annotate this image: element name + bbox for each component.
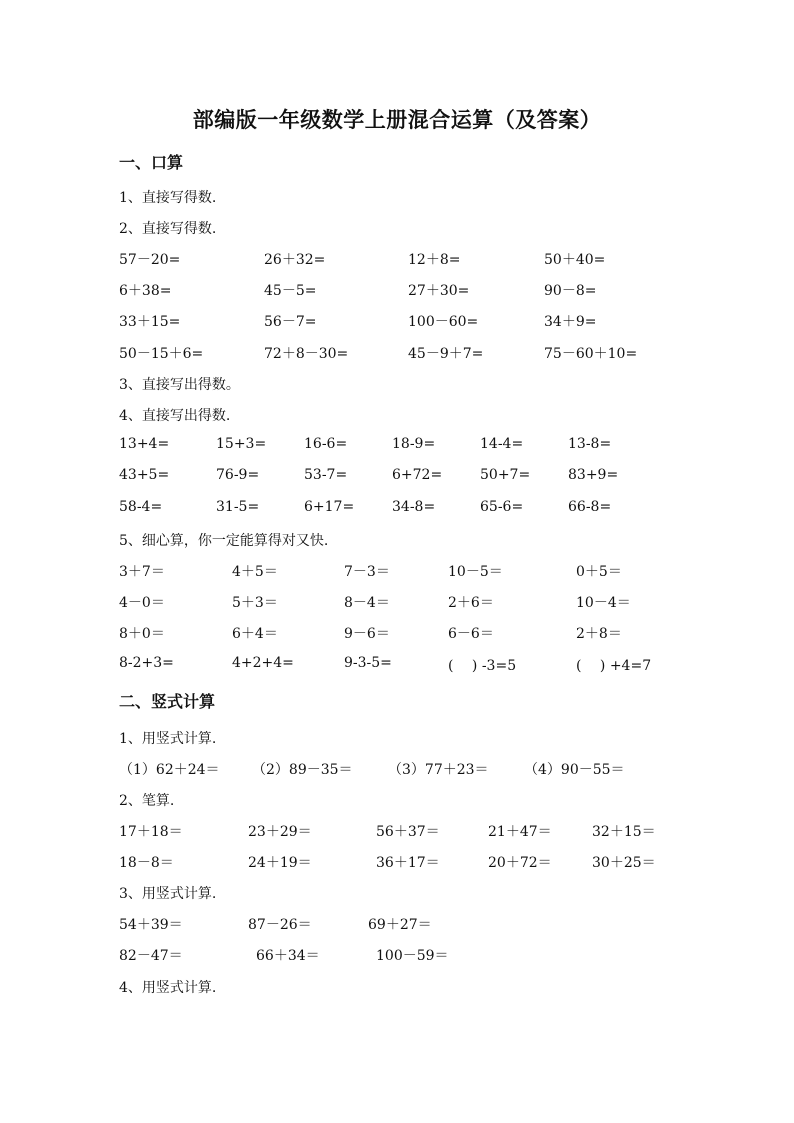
problem: 50－15＋6= bbox=[119, 346, 204, 362]
question-1-4: 4、直接写出得数. bbox=[119, 408, 231, 424]
problem: 4－0＝ bbox=[119, 595, 165, 611]
problem: 66-8= bbox=[568, 499, 612, 515]
problem: 10－5＝ bbox=[448, 564, 503, 580]
problem: 18－8＝ bbox=[119, 855, 174, 871]
problem: （2）89－35＝ bbox=[252, 762, 353, 778]
problem: 69＋27＝ bbox=[368, 917, 432, 933]
problem: 17＋18＝ bbox=[119, 824, 183, 840]
problem: 34＋9= bbox=[544, 314, 597, 330]
problem: 21＋47＝ bbox=[488, 824, 552, 840]
problem: 75－60＋10= bbox=[544, 346, 638, 362]
question-1-2: 2、直接写得数. bbox=[119, 221, 217, 237]
problem-row bbox=[0, 311, 794, 333]
problem: 23＋29＝ bbox=[248, 824, 312, 840]
problem: 33＋15= bbox=[119, 314, 181, 330]
problem: 24＋19＝ bbox=[248, 855, 312, 871]
problem-row bbox=[0, 945, 794, 967]
problem: （1）62＋24＝ bbox=[119, 762, 220, 778]
question-1-1: 1、直接写得数. bbox=[119, 190, 217, 206]
page-title: 部编版一年级数学上册混合运算（及答案） bbox=[192, 107, 602, 132]
problem: 6+72= bbox=[392, 467, 443, 483]
problem-row bbox=[0, 821, 794, 843]
section1-heading: 一、口算 bbox=[119, 153, 184, 172]
problem: 12＋8= bbox=[408, 252, 461, 268]
question-2-3: 3、用竖式计算. bbox=[119, 886, 217, 902]
problem: 2＋6＝ bbox=[448, 595, 494, 611]
problem-row bbox=[0, 280, 794, 302]
problem: 100－59＝ bbox=[376, 948, 449, 964]
problem: 16-6= bbox=[304, 436, 348, 452]
problem: 36＋17＝ bbox=[376, 855, 440, 871]
problem: 54＋39＝ bbox=[119, 917, 183, 933]
problem: ( ) -3=5 bbox=[448, 658, 517, 674]
problem-row bbox=[0, 852, 794, 874]
problem: ( ) +4=7 bbox=[576, 658, 652, 674]
problem: 2＋8＝ bbox=[576, 626, 622, 642]
question-2-4: 4、用竖式计算. bbox=[119, 980, 217, 996]
problem: （4）90－55＝ bbox=[524, 762, 625, 778]
problem: 20＋72＝ bbox=[488, 855, 552, 871]
problem-row bbox=[0, 655, 794, 677]
problem: 31-5= bbox=[216, 499, 260, 515]
problem-row bbox=[0, 467, 794, 489]
problem: （3）77＋23＝ bbox=[388, 762, 489, 778]
problem: 50＋40= bbox=[544, 252, 606, 268]
problem: 14-4= bbox=[480, 436, 524, 452]
problem: 7－3＝ bbox=[344, 564, 390, 580]
problem: 53-7= bbox=[304, 467, 348, 483]
problem: 18-9= bbox=[392, 436, 436, 452]
problem: 3＋7＝ bbox=[119, 564, 165, 580]
problem: 45－9＋7= bbox=[408, 346, 484, 362]
problem-row bbox=[0, 914, 794, 936]
problem: 50+7= bbox=[480, 467, 531, 483]
problem: 8-2+3= bbox=[119, 655, 174, 671]
problem: 56＋37＝ bbox=[376, 824, 440, 840]
problem: 72＋8－30= bbox=[264, 346, 349, 362]
problem-row bbox=[0, 249, 794, 271]
problem-row bbox=[0, 499, 794, 521]
problem: 4+2+4= bbox=[232, 655, 294, 671]
problem: 6＋4＝ bbox=[232, 626, 278, 642]
problem-row bbox=[0, 343, 794, 365]
question-1-5: 5、细心算，你一定能算得对又快. bbox=[119, 533, 329, 549]
problem-row bbox=[0, 592, 794, 614]
question-2-1: 1、用竖式计算. bbox=[119, 731, 217, 747]
problem: 9－6＝ bbox=[344, 626, 390, 642]
problem: 43+5= bbox=[119, 467, 170, 483]
problem: 66＋34＝ bbox=[256, 948, 320, 964]
problem: 87－26＝ bbox=[248, 917, 312, 933]
problem: 6＋38= bbox=[119, 283, 172, 299]
question-2-2: 2、笔算. bbox=[119, 793, 175, 809]
problem: 6－6＝ bbox=[448, 626, 494, 642]
problem: 82－47＝ bbox=[119, 948, 183, 964]
problem: 9-3-5= bbox=[344, 655, 392, 671]
problem: 10－4＝ bbox=[576, 595, 631, 611]
problem: 30＋25＝ bbox=[592, 855, 656, 871]
problem: 83+9= bbox=[568, 467, 619, 483]
problem: 58-4= bbox=[119, 499, 163, 515]
problem: 56－7= bbox=[264, 314, 317, 330]
problem: 4＋5＝ bbox=[232, 564, 278, 580]
problem: 15+3= bbox=[216, 436, 267, 452]
problem: 13+4= bbox=[119, 436, 170, 452]
problem-row bbox=[0, 561, 794, 583]
problem: 0＋5＝ bbox=[576, 564, 622, 580]
problem: 57－20= bbox=[119, 252, 181, 268]
problem: 32＋15＝ bbox=[592, 824, 656, 840]
problem: 27＋30= bbox=[408, 283, 470, 299]
problem-row bbox=[0, 623, 794, 645]
problem: 8＋0＝ bbox=[119, 626, 165, 642]
question-1-3: 3、直接写出得数。 bbox=[119, 377, 240, 393]
problem: 8－4＝ bbox=[344, 595, 390, 611]
problem: 6+17= bbox=[304, 499, 355, 515]
problem: 65-6= bbox=[480, 499, 524, 515]
problem: 45－5= bbox=[264, 283, 317, 299]
problem: 76-9= bbox=[216, 467, 260, 483]
problem: 13-8= bbox=[568, 436, 612, 452]
section2-heading: 二、竖式计算 bbox=[119, 692, 216, 711]
problem-row bbox=[0, 759, 794, 781]
problem: 26＋32= bbox=[264, 252, 326, 268]
problem: 90－8= bbox=[544, 283, 597, 299]
problem: 100－60= bbox=[408, 314, 479, 330]
problem: 5＋3＝ bbox=[232, 595, 278, 611]
problem-row bbox=[0, 436, 794, 458]
problem: 34-8= bbox=[392, 499, 436, 515]
